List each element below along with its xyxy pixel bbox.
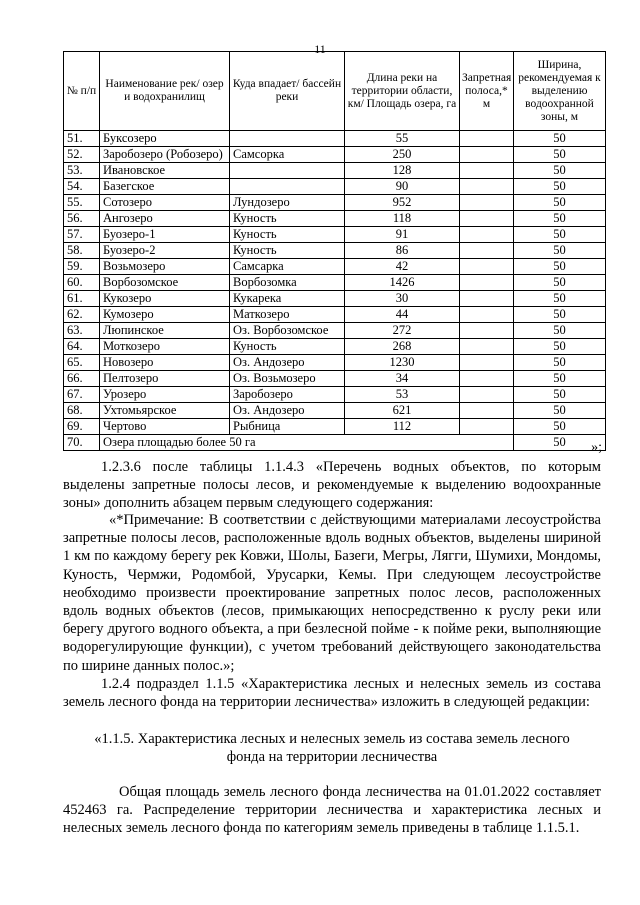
restricted-strip	[460, 355, 514, 371]
water-bodies-table	[63, 51, 606, 451]
length-area: 53	[345, 387, 460, 403]
restricted-strip	[460, 131, 514, 147]
restricted-strip	[460, 211, 514, 227]
restricted-strip	[460, 387, 514, 403]
water-body-name: Сотозеро	[100, 195, 230, 211]
zone-width: 50	[514, 259, 606, 275]
row-number: 63.	[64, 323, 100, 339]
zone-width: 50	[514, 291, 606, 307]
restricted-strip	[460, 275, 514, 291]
row-number: 69.	[64, 419, 100, 435]
flows-into: Заробозеро	[230, 387, 345, 403]
water-body-name: Ворбозомское	[100, 275, 230, 291]
flows-into	[230, 131, 345, 147]
flows-into: Куность	[230, 339, 345, 355]
zone-width: 50	[514, 211, 606, 227]
table-row	[64, 195, 606, 211]
water-body-name: Ангозеро	[100, 211, 230, 227]
restricted-strip	[460, 291, 514, 307]
row-number: 60.	[64, 275, 100, 291]
zone-width: 50	[514, 419, 606, 435]
row-number: 52.	[64, 147, 100, 163]
table-row	[64, 275, 606, 291]
row-number: 62.	[64, 307, 100, 323]
water-body-name: Кукозеро	[100, 291, 230, 307]
length-area: 1426	[345, 275, 460, 291]
table-row	[64, 323, 606, 339]
length-area: 42	[345, 259, 460, 275]
header-restricted-strip: Запретная полоса,* м	[460, 52, 514, 131]
table-row	[64, 307, 606, 323]
length-area: 952	[345, 195, 460, 211]
water-body-name: Ухтомьярское	[100, 403, 230, 419]
paragraph-note	[63, 511, 601, 675]
length-area: 91	[345, 227, 460, 243]
header-name: Наименование рек/ озер и водохранилищ	[100, 52, 230, 131]
table-row	[64, 339, 606, 355]
length-area: 128	[345, 163, 460, 179]
water-body-name: Кумозеро	[100, 307, 230, 323]
row-number: 66.	[64, 371, 100, 387]
row-number: 53.	[64, 163, 100, 179]
header-zone-width: Ширина, рекомендуемая к выделению водоохранной зоны, м	[514, 52, 606, 131]
header-flows-into: Куда впадает/ бассейн реки	[230, 52, 345, 131]
paragraph-text: 1.2.3.6 после таблицы 1.1.4.3 «Перечень водных объектов, по которым выделены запретные полосы лесов, и рекомендуемые к выделению водоохранные зоны» дополнить абзацем первым следующего содержания:	[63, 459, 601, 512]
zone-width: 50	[514, 147, 606, 163]
zone-width: 50	[514, 195, 606, 211]
paragraph-text: Общая площадь земель лесного фонда лесничества на 01.01.2022 составляет 452463 га. Распределение территории лесничества и характеристика лесных и нелесных земель лесного фонда по категориям земель приведены в таблице 1.1.5.1.	[63, 784, 601, 837]
zone-width: 50	[514, 227, 606, 243]
row-number: 55.	[64, 195, 100, 211]
table-row	[64, 211, 606, 227]
row-number: 68.	[64, 403, 100, 419]
row-number: 65.	[64, 355, 100, 371]
table-row	[64, 131, 606, 147]
water-body-name: Пелтозеро	[100, 371, 230, 387]
flows-into: Лундозеро	[230, 195, 345, 211]
length-area: 30	[345, 291, 460, 307]
length-area: 272	[345, 323, 460, 339]
heading-line-1: «1.1.5. Характеристика лесных и нелесных земель из состава земель лесного	[94, 731, 570, 747]
zone-width: 50	[514, 403, 606, 419]
water-body-name: Моткозеро	[100, 339, 230, 355]
zone-width: 50	[514, 435, 606, 451]
zone-width: 50	[514, 131, 606, 147]
restricted-strip	[460, 339, 514, 355]
length-area: 250	[345, 147, 460, 163]
table-row	[64, 243, 606, 259]
flows-into: Оз. Андозеро	[230, 355, 345, 371]
water-body-name: Возьмозеро	[100, 259, 230, 275]
water-body-name: Новозеро	[100, 355, 230, 371]
row-number: 54.	[64, 179, 100, 195]
table-row	[64, 371, 606, 387]
row-number: 64.	[64, 339, 100, 355]
row-number: 57.	[64, 227, 100, 243]
length-area: 112	[345, 419, 460, 435]
restricted-strip	[460, 195, 514, 211]
flows-into: Оз. Андозеро	[230, 403, 345, 419]
restricted-strip	[460, 371, 514, 387]
table-row-summary	[64, 435, 606, 451]
restricted-strip	[460, 323, 514, 339]
length-area: 44	[345, 307, 460, 323]
row-number: 56.	[64, 211, 100, 227]
water-body-name: Буозеро-1	[100, 227, 230, 243]
water-body-name: Базегское	[100, 179, 230, 195]
zone-width: 50	[514, 163, 606, 179]
restricted-strip	[460, 179, 514, 195]
flows-into: Оз. Возьмозеро	[230, 371, 345, 387]
flows-into: Ворбозомка	[230, 275, 345, 291]
zone-width: 50	[514, 307, 606, 323]
zone-width: 50	[514, 387, 606, 403]
flows-into: Оз. Ворбозомское	[230, 323, 345, 339]
table-body	[64, 131, 606, 451]
table-row	[64, 403, 606, 419]
flows-into: Куность	[230, 243, 345, 259]
closing-quote: »;	[591, 440, 602, 455]
table-row	[64, 227, 606, 243]
flows-into	[230, 163, 345, 179]
paragraph-text: 1.2.4 подраздел 1.1.5 «Характеристика лесных и нелесных земель из состава земель лесного фонда на территории лесничества» изложить в следующей редакции:	[63, 676, 601, 711]
flows-into: Маткозеро	[230, 307, 345, 323]
zone-width: 50	[514, 243, 606, 259]
length-area: 621	[345, 403, 460, 419]
restricted-strip	[460, 259, 514, 275]
flows-into: Куность	[230, 227, 345, 243]
restricted-strip	[460, 227, 514, 243]
flows-into: Самсарка	[230, 259, 345, 275]
zone-width: 50	[514, 323, 606, 339]
water-body-name: Буозеро-2	[100, 243, 230, 259]
paragraph-1-2-4	[63, 675, 601, 711]
length-area: 118	[345, 211, 460, 227]
table-row	[64, 355, 606, 371]
heading-line-2: фонда на территории лесничества	[226, 749, 438, 766]
water-body-name: Заробозеро (Робозеро)	[100, 147, 230, 163]
restricted-strip	[460, 419, 514, 435]
length-area: 86	[345, 243, 460, 259]
flows-into: Самсорка	[230, 147, 345, 163]
flows-into: Куность	[230, 211, 345, 227]
water-body-name: Ивановское	[100, 163, 230, 179]
summary-description: Озера площадью более 50 га	[100, 435, 514, 451]
restricted-strip	[460, 147, 514, 163]
water-body-name: Чертово	[100, 419, 230, 435]
paragraph-total-area	[63, 783, 601, 838]
zone-width: 50	[514, 371, 606, 387]
table-row	[64, 163, 606, 179]
header-number: № п/п	[64, 52, 100, 131]
row-number: 61.	[64, 291, 100, 307]
header-length-area: Длина реки на территории области, км/ Площадь озера, га	[345, 52, 460, 131]
row-number: 67.	[64, 387, 100, 403]
row-number: 51.	[64, 131, 100, 147]
water-body-name: Люпинское	[100, 323, 230, 339]
length-area: 268	[345, 339, 460, 355]
table-header-row	[64, 52, 606, 131]
length-area: 34	[345, 371, 460, 387]
row-number: 58.	[64, 243, 100, 259]
restricted-strip	[460, 243, 514, 259]
paragraph-text: «*Примечание: В соответствии с действующими материалами лесоустройства запретные полосы лесов, расположенные вдоль водных объектов, выделены шириной 1 км по каждому берегу рек Ковжи, Шолы, Базеги, Мегры, Лягги, Шумихи, Мондомы, Куность, Чермжи, Родомбой, Урусарки, Кемы. При следующем лесоустройстве необходимо произвести проектирование запретных полос лесов, расположенных вдоль водных объектов (лесов, примыкающих непосредственно к руслу реки или берегу другого водного объекта, а при безлесной пойме - к пойме реки, выполняющие водорегулирующие функции), с учетом требований действующего законодательства по ширине данных полос.»;	[63, 512, 601, 674]
table-row	[64, 387, 606, 403]
flows-into	[230, 179, 345, 195]
restricted-strip	[460, 307, 514, 323]
water-body-name: Урозеро	[100, 387, 230, 403]
length-area: 55	[345, 131, 460, 147]
section-heading	[63, 730, 601, 766]
table-row	[64, 291, 606, 307]
water-body-name: Буксозеро	[100, 131, 230, 147]
length-area: 1230	[345, 355, 460, 371]
row-number: 70.	[64, 435, 100, 451]
zone-width: 50	[514, 355, 606, 371]
length-area: 90	[345, 179, 460, 195]
table-row	[64, 147, 606, 163]
page-number: 11	[314, 42, 326, 56]
paragraph-1-2-3-6	[63, 458, 601, 513]
row-number: 59.	[64, 259, 100, 275]
table-row	[64, 259, 606, 275]
flows-into: Рыбница	[230, 419, 345, 435]
restricted-strip	[460, 403, 514, 419]
zone-width: 50	[514, 339, 606, 355]
restricted-strip	[460, 163, 514, 179]
flows-into: Кукарека	[230, 291, 345, 307]
zone-width: 50	[514, 179, 606, 195]
table-row	[64, 419, 606, 435]
zone-width: 50	[514, 275, 606, 291]
table-row	[64, 179, 606, 195]
